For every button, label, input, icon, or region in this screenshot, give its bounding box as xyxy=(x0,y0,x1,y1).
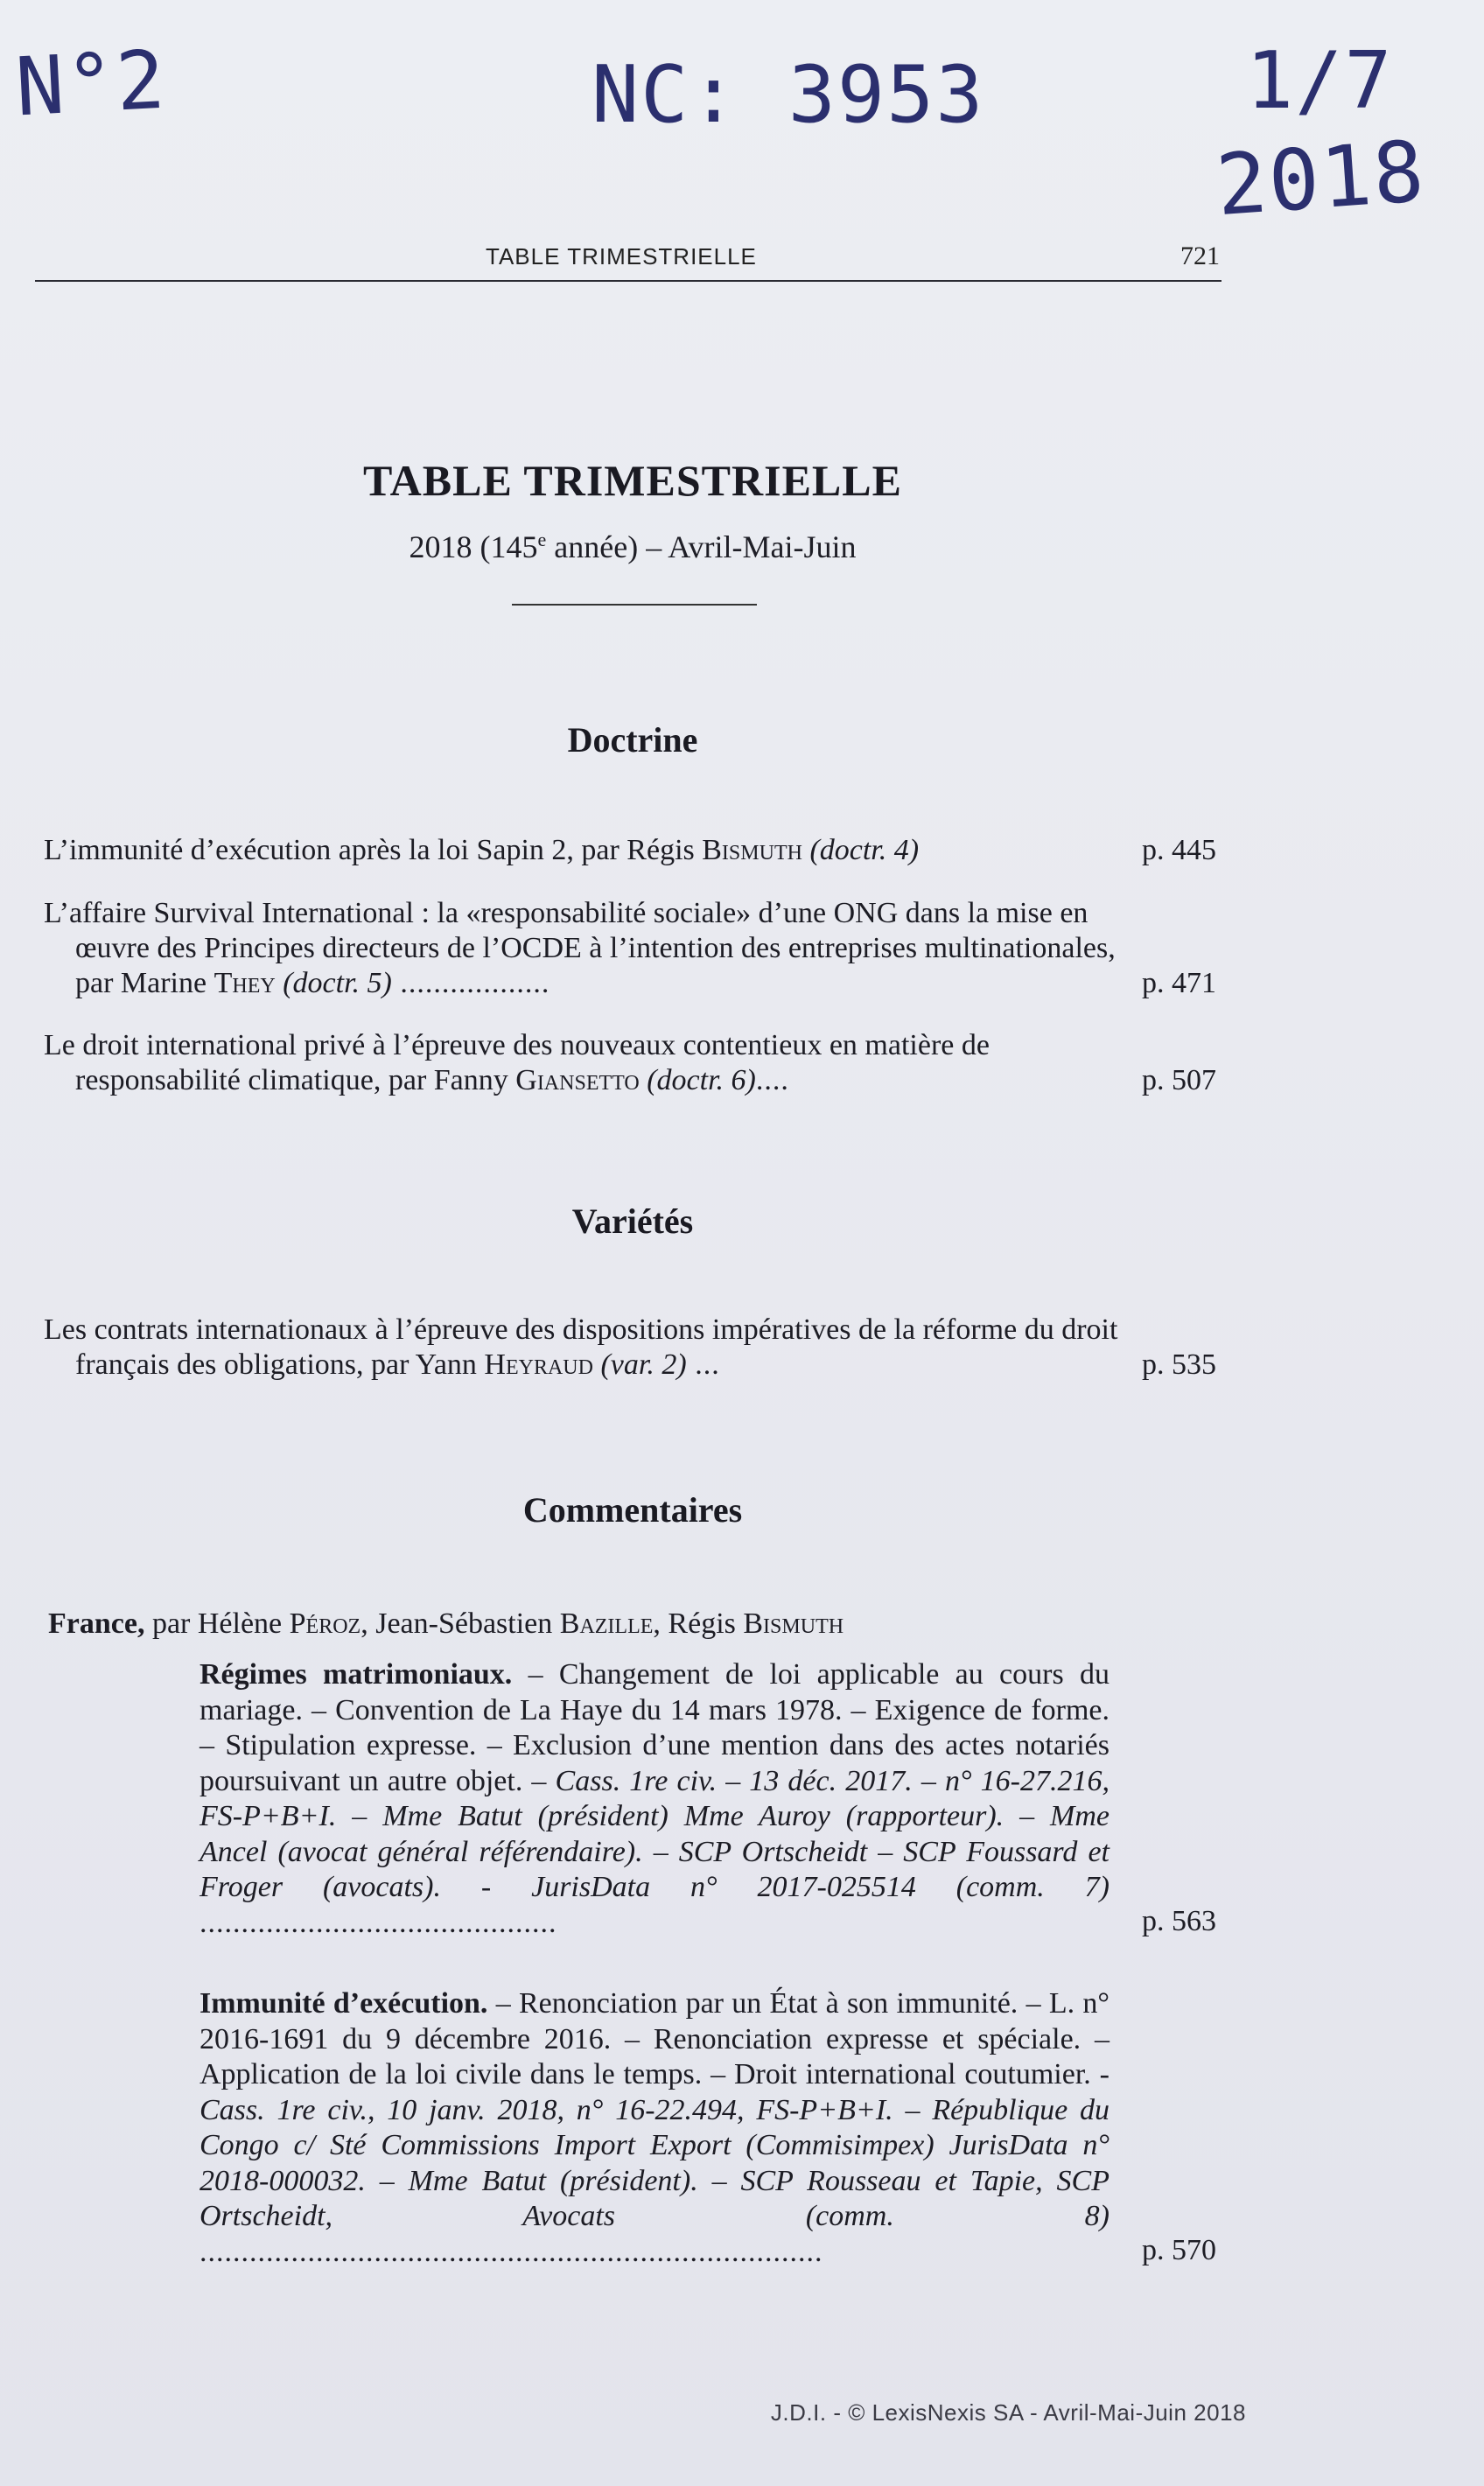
running-head xyxy=(35,238,1222,282)
toc-entry-text: L’affaire Survival International : la «responsabilité sociale» d’une ONG dans la mise en œuvre des Principes directeurs de l’OCDE à l’intention des entreprises multinationales, par Marine They (doctr. 5) .................. xyxy=(44,897,1116,999)
commentary-leader: ........................................... xyxy=(200,1906,557,1939)
toc-entry-text: Le droit international privé à l’épreuve des nouveaux contentieux en matière de responsabilité climatique, par Fanny Giansetto (doctr. 6).... xyxy=(44,1029,990,1096)
running-head-page-number: 721 xyxy=(1180,242,1220,270)
country-label: France, xyxy=(48,1607,145,1640)
commentary-heading: Régimes matrimoniaux. xyxy=(200,1658,513,1691)
subtitle-rest: année) – Avril-Mai-Juin xyxy=(546,529,857,564)
toc-entry xyxy=(44,1028,1222,1098)
commentary-page: p. 563 xyxy=(1142,1904,1216,1937)
toc-entry-ref: (doctr. 4) xyxy=(802,834,920,866)
commentary-text: Immunité d’exécution. – Renonciation par un État à son immunité. – L. n° 2016-1691 du 9 décembre 2016. – Renonciation expresse et spéciale. – Application de la loi civile dans le temps. – Droit international coutumier. - Cass. 1re civ., 10 janv. 2018, n° 16-22.494, FS-P+B+I. – République du Congo c/ Sté Commissions Import Export (Commisimpex) JurisData n° 2018-000032. – Mme Batut (président). – SCP Rousseau et Tapie, SCP Ortscheidt, Avocats (comm. 8) ........................................................................... xyxy=(200,1987,1110,2268)
page-footer: J.D.I. - © LexisNexis SA - Avril-Mai-Juin 2018 xyxy=(770,2399,1246,2426)
toc-entry-ref: (doctr. 5) xyxy=(275,967,392,999)
toc-entry xyxy=(44,833,1222,868)
handwritten-number-mark: N°2 xyxy=(13,32,169,135)
page-title: TABLE TRIMESTRIELLE xyxy=(363,456,902,505)
toc-entry xyxy=(44,896,1222,1001)
toc-entry-author: Giansetto xyxy=(515,1064,640,1096)
toc-entry-leader: ... xyxy=(686,1348,720,1381)
commentary-leader: ........................................................................... xyxy=(200,2235,823,2268)
author-name: Bismuth xyxy=(743,1607,844,1640)
commentary-citation: Cass. 1re civ. – 13 déc. 2017. – n° 16-27.216, FS-P+B+I. – Mme Batut (président) Mme Auroy (rapporteur). – Mme Ancel (avocat général référendaire). – SCP Ortscheidt – SCP Foussard et Froger (avocats). - JurisData n° 2017-025514 (comm. 7) xyxy=(200,1764,1110,1903)
toc-entry-ref: (var. 2) xyxy=(592,1348,687,1381)
toc-entry-author: Bismuth xyxy=(702,834,802,866)
toc-entry-leader: .................. xyxy=(391,967,550,999)
toc-entry-page: p. 471 xyxy=(1142,967,1216,999)
subtitle-year: 2018 (145 xyxy=(409,529,538,564)
title-divider xyxy=(512,604,757,606)
section-heading-varietes: Variétés xyxy=(571,1201,694,1241)
commentary-heading: Immunité d’exécution. xyxy=(200,1987,488,2020)
author-name: Péroz xyxy=(289,1607,361,1640)
handwritten-issue: 1/7 xyxy=(1246,35,1394,127)
toc-entry-author: Heyraud xyxy=(484,1348,593,1381)
commentary-entry xyxy=(200,1986,1222,2270)
commentaires-country-line: France, par Hélène Péroz, Jean-Sébastien Bazille, Régis Bismuth xyxy=(48,1607,844,1640)
author-name: Bazille xyxy=(559,1607,654,1640)
toc-entry-page: p. 445 xyxy=(1142,834,1216,866)
handwritten-year: 2018 xyxy=(1213,122,1429,235)
commentary-citation: Cass. 1re civ., 10 janv. 2018, n° 16-22.494, FS-P+B+I. – République du Congo c/ Sté Commissions Import Export (Commisimpex) JurisData n° 2018-000032. – Mme Batut (président). – SCP Rousseau et Tapie, SCP Ortscheidt, Avocats (comm. 8) xyxy=(200,2093,1110,2232)
commentary-entry xyxy=(200,1657,1222,1941)
toc-entry-text: Les contrats internationaux à l’épreuve des dispositions impératives de la réforme du droit français des obligations, par Yann Heyraud (var. 2) ... xyxy=(44,1313,1118,1381)
toc-entry-page: p. 507 xyxy=(1142,1064,1216,1096)
running-head-title: TABLE TRIMESTRIELLE xyxy=(486,243,757,270)
toc-entry xyxy=(44,1313,1222,1383)
section-heading-commentaires: Commentaires xyxy=(522,1490,743,1530)
toc-entry-leader: .... xyxy=(755,1064,789,1096)
subtitle-ordinal: e xyxy=(537,529,547,550)
toc-entry-author: They xyxy=(214,967,276,999)
section-heading-doctrine: Doctrine xyxy=(567,720,698,760)
commentary-page: p. 570 xyxy=(1142,2233,1216,2266)
page-subtitle xyxy=(0,529,1265,565)
toc-entry-text: L’immunité d’exécution après la loi Sapin 2, par Régis Bismuth (doctr. 4) xyxy=(44,834,920,866)
toc-entry-ref: (doctr. 6) xyxy=(639,1064,756,1096)
handwritten-nc-code: NC: 3953 xyxy=(592,49,985,141)
commentary-text: Régimes matrimoniaux. – Changement de loi applicable au cours du mariage. – Convention de La Haye du 14 mars 1978. – Exigence de forme. – Stipulation expresse. – Exclusion d’une mention dans des actes notariés poursuivant un autre objet. – Cass. 1re civ. – 13 déc. 2017. – n° 16-27.216, FS-P+B+I. – Mme Batut (président) Mme Auroy (rapporteur). – Mme Ancel (avocat général référendaire). – SCP Ortscheidt – SCP Foussard et Froger (avocats). - JurisData n° 2017-025514 (comm. 7) ........................................... xyxy=(200,1658,1110,1939)
toc-entry-page: p. 535 xyxy=(1142,1348,1216,1381)
